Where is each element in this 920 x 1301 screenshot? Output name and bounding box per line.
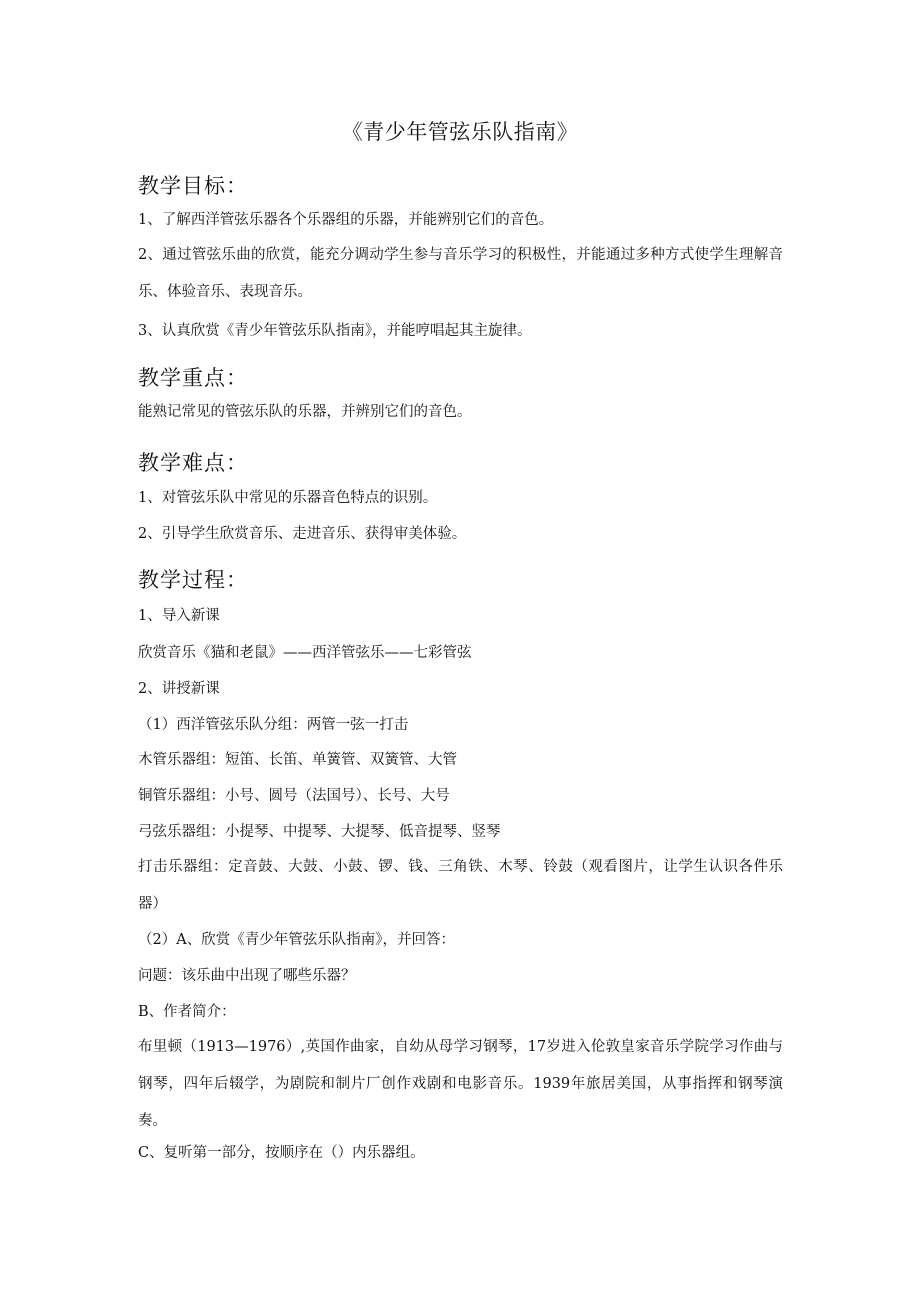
- goal-item-3: 3、认真欣赏《青少年管弦乐队指南》，并能哼唱起其主旋律。: [138, 323, 532, 339]
- process-heading: 教学过程：: [138, 568, 248, 592]
- relisten-text: C、复听第一部分，按顺序在（）内乐器组。: [138, 1145, 425, 1161]
- process-sub-1: （1）西洋管弦乐队分组：两管一弦一打击: [138, 717, 409, 733]
- key-points-heading: 教学重点：: [138, 366, 248, 390]
- goals-heading: 教学目标：: [138, 174, 248, 198]
- author-heading: B、作者简介：: [138, 1004, 236, 1020]
- process-step-2: 2、讲授新课: [138, 681, 220, 697]
- process-sub-2: （2）A、欣赏《青少年管弦乐队指南》，并回答：: [138, 932, 455, 948]
- question-text: 问题：该乐曲中出现了哪些乐器？: [138, 968, 356, 984]
- percussion-group: 打击乐器组：定音鼓、大鼓、小鼓、锣、钱、三角铁、木琴、铃鼓（观看图片，让学生认识各件乐器）: [138, 859, 783, 912]
- author-bio: 布里顿（1913—1976）,英国作曲家，自幼从母学习钢琴，17岁进入伦敦皇家音乐学院学习作曲与钢琴，四年后辍学，为剧院和制片厂创作戏剧和电影音乐。1939年旅居美国，从事指挥和钢琴演奏。: [138, 1039, 783, 1129]
- brass-group: 铜管乐器组：小号、圆号（法国号）、长号、大号: [138, 788, 450, 804]
- process-step-1: 1、导入新课: [138, 608, 220, 624]
- goal-item-2: 2、通过管弦乐曲的欣赏，能充分调动学生参与音乐学习的积极性，并能通过多种方式使学生理解音乐、体验音乐、表现音乐。: [138, 247, 783, 300]
- document-title: 《青少年管弦乐队指南》: [341, 120, 579, 144]
- woodwind-group: 木管乐器组：短笛、长笛、单簧管、双簧管、大管: [138, 752, 457, 768]
- difficulty-item-1: 1、对管弦乐队中常见的乐器音色特点的识别。: [138, 490, 438, 506]
- strings-group: 弓弦乐器组：小提琴、中提琴、大提琴、低音提琴、竖琴: [138, 824, 501, 840]
- key-points-text: 能熟记常见的管弦乐队的乐器，并辨别它们的音色。: [138, 404, 472, 420]
- process-step-1-text: 欣赏音乐《猫和老鼠》——西洋管弦乐——七彩管弦: [138, 645, 472, 661]
- difficulty-item-2: 2、引导学生欣赏音乐、走进音乐、获得审美体验。: [138, 526, 467, 542]
- difficulties-heading: 教学难点：: [138, 451, 248, 475]
- goal-item-1: 1、了解西洋管弦乐器各个乐器组的乐器，并能辨别它们的音色。: [138, 212, 554, 228]
